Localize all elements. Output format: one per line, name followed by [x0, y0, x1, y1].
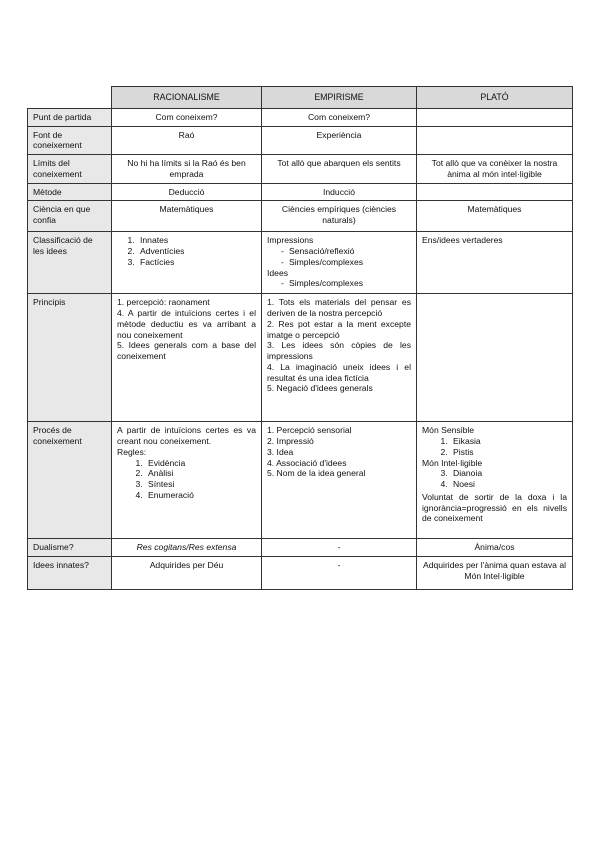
proces-item: 4. Associació d'idees — [267, 457, 347, 468]
cell-racionalisme: Adquirides per Déu — [112, 557, 262, 590]
cell-racionalisme: Raó — [112, 126, 262, 154]
plato-note: Voluntat de sortir de la doxa i la ignorància=progressió en els nivells de coneixement — [422, 491, 567, 524]
cell-plato — [417, 126, 573, 154]
list-item: 4. Enumeració — [145, 490, 256, 501]
cell-empirisme: Tot allò que abarquen els sentits — [262, 155, 417, 183]
cell-racionalisme: No hi ha límits si la Raó és ben emprada — [112, 155, 262, 183]
proces-regles: Regles: — [117, 446, 147, 457]
row-principis — [28, 294, 573, 422]
row-idees-innates — [28, 557, 573, 590]
principle-item: 2. Res pot estar a la ment excepte imatge o percepció — [267, 318, 411, 340]
principle-item: 4. La imaginació uneix idees i el resultat és una idea fictícia — [267, 361, 411, 383]
cell-plato: Tot allò que va conèixer la nostra ànima al món intel·ligible — [417, 155, 573, 183]
cell-empirisme: Inducció — [262, 183, 417, 201]
cell-racionalisme: Res cogitans/Res extensa — [112, 539, 262, 557]
cell-plato: Ens/idees vertaderes — [417, 232, 573, 294]
row-label: Punt de partida — [28, 109, 112, 127]
cell-empirisme: Ciències empíriques (ciències naturals) — [262, 201, 417, 232]
cell-plato — [417, 422, 573, 539]
proces-item: 2. Impressió — [267, 436, 314, 447]
principle-item: 5. Idees generals com a base del coneixement — [117, 340, 256, 362]
header-plato: PLATÓ — [417, 87, 573, 109]
header-empirisme: EMPIRISME — [262, 87, 417, 109]
list-item: - Simples/complexes — [267, 278, 411, 289]
header-row — [28, 87, 573, 109]
principle-item: 1. percepció: raonament — [117, 297, 210, 308]
row-proces — [28, 422, 573, 539]
mon-intelligible-heading: Món Intel·ligible — [422, 457, 483, 468]
list-item: 2. Adventícies — [137, 246, 256, 257]
cell-empirisme: Experiència — [262, 126, 417, 154]
principle-item: 3. Les idees són còpies de les impressions — [267, 340, 411, 362]
cell-racionalisme — [112, 232, 262, 294]
row-label: Mètode — [28, 183, 112, 201]
list-item: - Simples/complexes — [267, 257, 411, 268]
cell-plato: Matemàtiques — [417, 201, 573, 232]
principle-item: 5. Negació d'idees generals — [267, 383, 373, 394]
list-item: 1. Innates — [137, 235, 256, 246]
row-dualisme — [28, 539, 573, 557]
row-label: Idees innates? — [28, 557, 112, 590]
cell-plato — [417, 109, 573, 127]
list-item: 4. Noesi — [450, 479, 567, 490]
proces-item: 3. Idea — [267, 446, 294, 457]
list-item: 2. Anàlisi — [145, 468, 256, 479]
cell-empirisme: Com coneixem? — [262, 109, 417, 127]
list-item: - Sensació/reflexió — [267, 246, 411, 257]
cell-plato — [417, 294, 573, 422]
row-label: Classificació de les idees — [28, 232, 112, 294]
cell-empirisme — [262, 294, 417, 422]
cell-empirisme — [262, 422, 417, 539]
list-item: 1. Evidència — [145, 458, 256, 469]
cell-racionalisme: Matemàtiques — [112, 201, 262, 232]
row-font-de-coneixement — [28, 126, 573, 154]
impressions-heading: Impressions — [267, 235, 314, 246]
cell-plato: Ànima/cos — [417, 539, 573, 557]
row-label: Procés de coneixement — [28, 422, 112, 539]
list-item: 2. Pistis — [450, 447, 567, 458]
list-item: 3. Dianoia — [450, 468, 567, 479]
row-punt-de-partida — [28, 109, 573, 127]
principle-item: 1. Tots els materials del pensar es deriven de la nostra percepció — [267, 297, 411, 319]
row-limits — [28, 155, 573, 183]
cell-empirisme: - — [262, 557, 417, 590]
cell-empirisme — [262, 232, 417, 294]
row-ciencia — [28, 201, 573, 232]
row-metode — [28, 183, 573, 201]
cell-racionalisme — [112, 422, 262, 539]
row-classificacio — [28, 232, 573, 294]
row-label: Ciència en que confia — [28, 201, 112, 232]
list-item: 3. Factícies — [137, 257, 256, 268]
list-item: 1. Eikasia — [450, 436, 567, 447]
cell-plato: Adquirides per l'ànima quan estava al Món Intel·ligible — [417, 557, 573, 590]
cell-empirisme: - — [262, 539, 417, 557]
header-racionalisme: RACIONALISME — [112, 87, 262, 109]
idees-heading: Idees — [267, 267, 289, 278]
cell-racionalisme: Deducció — [112, 183, 262, 201]
cell-racionalisme — [112, 294, 262, 422]
proces-intro: A partir de intuïcions certes es va creant nou coneixement. — [117, 425, 256, 447]
row-label: Font de coneixement — [28, 126, 112, 154]
principle-item: 4. A partir de intuïcions certes i el mètode deductiu es va arribant a nou coneixement — [117, 308, 256, 340]
row-label: Límits del coneixement — [28, 155, 112, 183]
list-item: 3. Síntesi — [145, 479, 256, 490]
proces-item: 5. Nom de la idea general — [267, 468, 366, 479]
comparison-table — [27, 86, 573, 590]
proces-item: 1. Percepció sensorial — [267, 425, 352, 436]
mon-sensible-heading: Món Sensible — [422, 425, 475, 436]
cell-plato — [417, 183, 573, 201]
row-label: Principis — [28, 294, 112, 422]
row-label: Dualisme? — [28, 539, 112, 557]
corner-cell — [28, 87, 112, 109]
cell-racionalisme: Com coneixem? — [112, 109, 262, 127]
